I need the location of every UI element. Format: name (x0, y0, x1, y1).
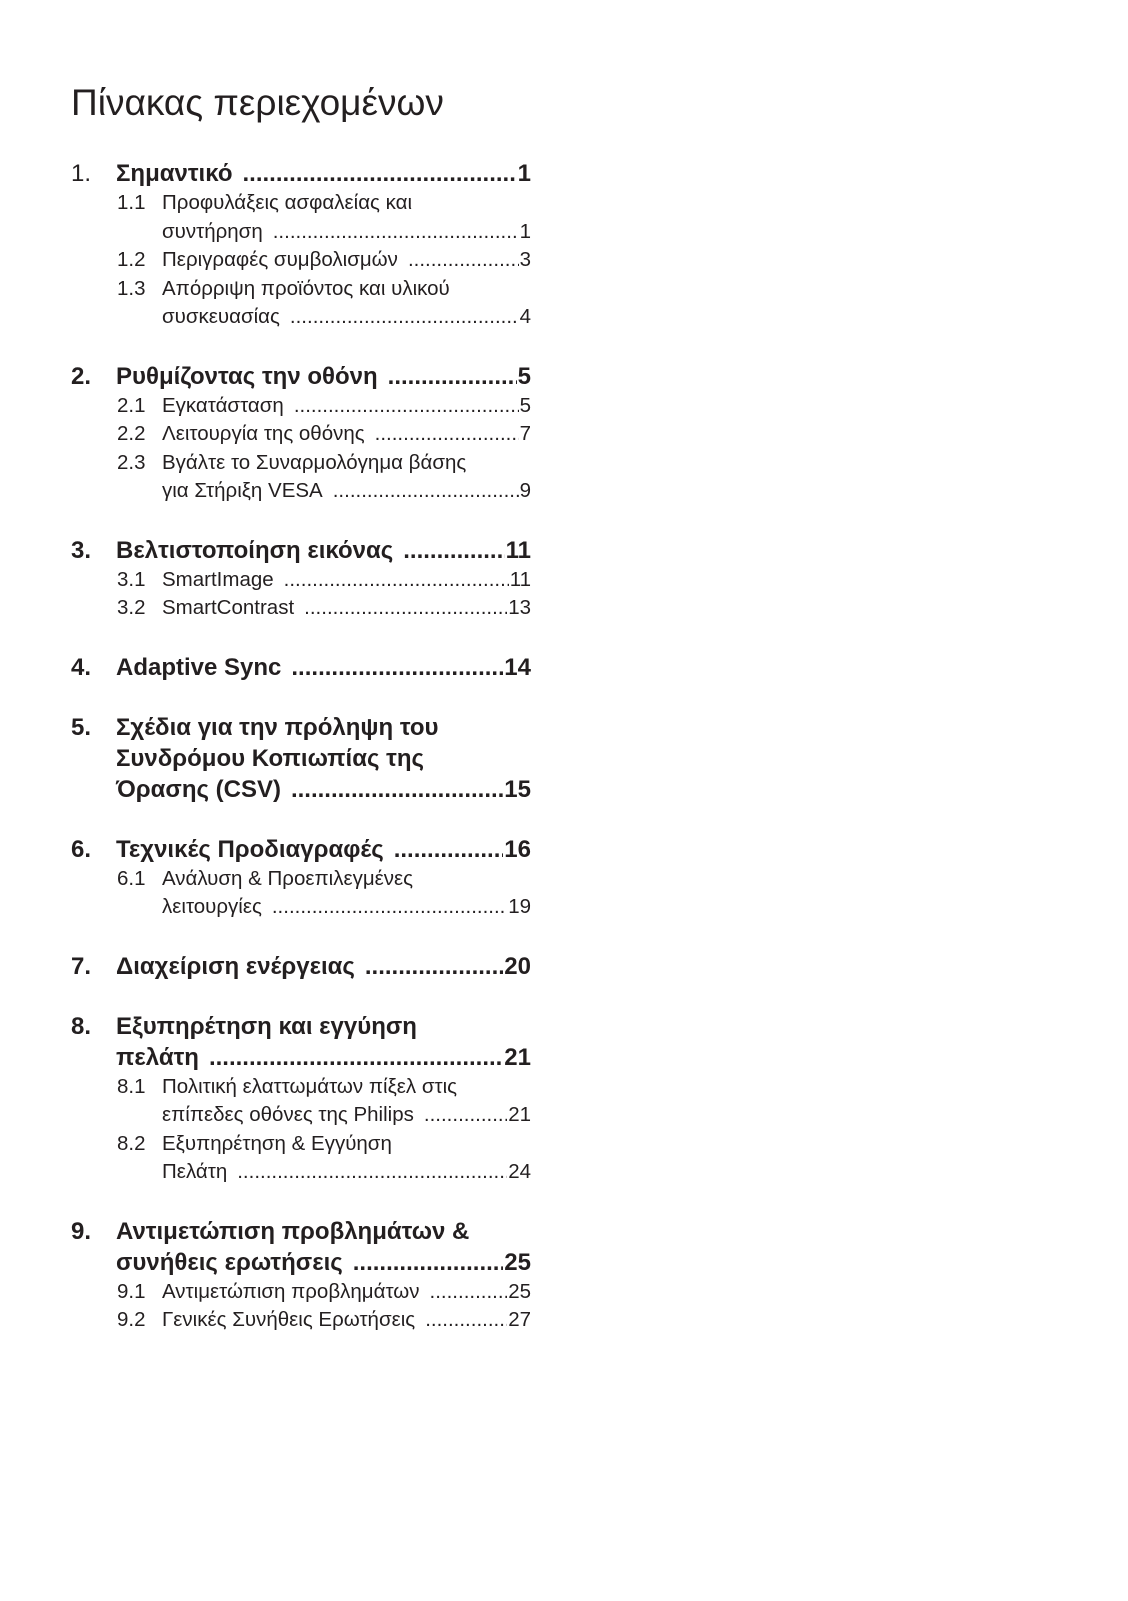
dot-leader (408, 248, 519, 272)
subsection-title: SmartImage (162, 567, 274, 591)
subsection-number: 2.2 (117, 422, 146, 445)
toc-subentry-line[interactable] (71, 1103, 531, 1132)
section-number: 7. (71, 952, 92, 980)
section-number: 4. (71, 653, 92, 681)
dot-leader (242, 160, 516, 188)
toc-heading-line[interactable] (71, 654, 531, 685)
page-number: 11 (509, 567, 531, 591)
section-title: Αντιμετώπιση προβλημάτων & (116, 1217, 470, 1245)
toc-heading-line[interactable] (71, 363, 531, 394)
dot-leader (388, 363, 517, 391)
subsection-number: 9.1 (117, 1279, 146, 1303)
toc-section (71, 363, 531, 508)
toc-subentry-line[interactable] (71, 1075, 531, 1104)
page-number: 21 (508, 1103, 531, 1126)
section-number: 9. (71, 1217, 92, 1245)
subsection-number: 8.2 (117, 1131, 146, 1155)
toc-section (71, 953, 531, 984)
toc-subentry-line[interactable] (71, 1280, 531, 1309)
section-title: Διαχείριση ενέργειας (116, 952, 355, 980)
toc-subentry-line[interactable] (71, 895, 531, 924)
toc-heading-line[interactable] (71, 1218, 531, 1249)
section-title: πελάτη (116, 1043, 199, 1071)
section-title: Όρασης (CSV) (116, 775, 281, 803)
dot-leader (365, 953, 503, 981)
subsection-title: Γενικές Συνήθεις Ερωτήσεις (162, 1308, 416, 1331)
toc-heading-line[interactable] (71, 160, 531, 191)
page-number: 21 (504, 1043, 531, 1071)
page-number: 19 (508, 895, 531, 918)
page-number: 24 (508, 1160, 531, 1183)
toc-subentry-line[interactable] (71, 220, 531, 249)
subsection-title: Αντιμετώπιση προβλημάτων (162, 1279, 420, 1303)
subsection-title: επίπεδες οθόνες της Philips (162, 1103, 414, 1126)
subsection-title: Εξυπηρέτηση & Εγγύηση (162, 1131, 392, 1155)
dot-leader (375, 422, 519, 446)
subsection-title: λειτουργίες (162, 895, 262, 918)
section-title: Εξυπηρέτηση και εγγύηση (116, 1012, 417, 1040)
subsection-number: 3.1 (117, 567, 146, 591)
page-number: 14 (504, 653, 531, 681)
toc-subentry-line[interactable] (71, 867, 531, 896)
subsection-title: Απόρριψη προϊόντος και υλικού (162, 276, 450, 300)
dot-leader (284, 568, 509, 592)
toc-subentry-line[interactable] (71, 394, 531, 423)
toc-heading-line[interactable] (71, 776, 531, 807)
subsection-title: Βγάλτε το Συναρμολόγημα βάσης (162, 450, 467, 474)
dot-leader (237, 1160, 507, 1184)
page-number: 15 (504, 775, 531, 803)
toc-heading-line[interactable] (71, 745, 531, 776)
toc-subentry-line[interactable] (71, 568, 531, 597)
section-title: Βελτιστοποίηση εικόνας (116, 536, 394, 564)
dot-leader (403, 537, 504, 565)
toc-subentry-line[interactable] (71, 451, 531, 480)
page-number: 20 (504, 952, 531, 980)
section-title: Σημαντικό (116, 160, 233, 187)
toc-heading-line[interactable] (71, 1249, 531, 1280)
dot-leader (272, 895, 507, 919)
toc-section (71, 714, 531, 807)
section-title: Συνδρόμου Κοπιωπίας της (116, 744, 424, 772)
subsection-title: Ανάλυση & Προεπιλεγμένες (162, 866, 414, 890)
page-number: 25 (504, 1248, 531, 1276)
toc-subentry-line[interactable] (71, 422, 531, 451)
subsection-title: για Στήριξη VESA (162, 479, 323, 502)
section-title: Τεχνικές Προδιαγραφές (116, 835, 384, 863)
page-number: 16 (504, 835, 531, 863)
page-number: 11 (505, 536, 531, 564)
subsection-number: 1.3 (117, 276, 146, 300)
subsection-number: 9.2 (117, 1308, 146, 1331)
toc-heading-line[interactable] (71, 953, 531, 984)
subsection-number: 1.2 (117, 248, 146, 271)
section-title: Adaptive Sync (116, 653, 282, 681)
dot-leader (394, 836, 504, 864)
page-number: 5 (519, 393, 531, 417)
dot-leader (290, 305, 519, 329)
subsection-number: 2.1 (117, 393, 146, 417)
page-number: 1 (517, 160, 531, 187)
toc-section (71, 836, 531, 924)
section-title: Σχέδια για την πρόληψη του (116, 713, 439, 741)
section-number: 2. (71, 362, 92, 390)
toc-section (71, 537, 531, 625)
toc-subentry-line[interactable] (71, 596, 531, 625)
dot-leader (353, 1249, 504, 1277)
table-of-contents (71, 160, 531, 1366)
toc-subentry-line[interactable] (71, 1132, 531, 1161)
dot-leader (333, 479, 519, 503)
toc-section (71, 654, 531, 685)
toc-subentry-line[interactable] (71, 305, 531, 334)
dot-leader (304, 596, 507, 620)
subsection-title: Λειτουργία της οθόνης (162, 422, 365, 445)
page-number: 9 (519, 479, 531, 502)
section-title: συνήθεις ερωτήσεις (116, 1248, 343, 1276)
subsection-title: Πολιτική ελαττωμάτων πίξελ στις (162, 1074, 458, 1098)
subsection-title: συντήρηση (162, 219, 263, 243)
toc-subentry-line[interactable] (71, 248, 531, 277)
page-number: 25 (508, 1279, 531, 1303)
section-number: 1. (71, 160, 92, 187)
toc-heading-line[interactable] (71, 1013, 531, 1044)
page-number: 5 (517, 362, 531, 390)
page-number: 3 (519, 248, 531, 271)
section-number: 8. (71, 1012, 92, 1040)
subsection-title: Εγκατάσταση (162, 393, 284, 417)
subsection-number: 6.1 (117, 866, 146, 890)
toc-heading-line[interactable] (71, 836, 531, 867)
toc-section (71, 1013, 531, 1189)
dot-leader (425, 1308, 507, 1332)
section-title: Ρυθμίζοντας την οθόνη (116, 362, 378, 390)
page-number: 13 (508, 596, 531, 619)
page-title: Πίνακας περιεχομένων (71, 82, 444, 123)
section-number: 5. (71, 713, 92, 741)
dot-leader (291, 776, 503, 804)
subsection-number: 3.2 (117, 596, 146, 619)
subsection-title: SmartContrast (162, 596, 295, 619)
section-number: 6. (71, 835, 92, 863)
page-number: 1 (519, 219, 531, 243)
subsection-title: Περιγραφές συμβολισμών (162, 248, 398, 271)
page-number: 4 (519, 305, 531, 328)
dot-leader (424, 1103, 507, 1127)
toc-heading-line[interactable] (71, 1044, 531, 1075)
subsection-number: 1.1 (117, 191, 146, 214)
toc-subentry-line[interactable] (71, 191, 531, 220)
toc-subentry-line[interactable] (71, 1160, 531, 1189)
subsection-number: 8.1 (117, 1074, 146, 1098)
toc-subentry-line[interactable] (71, 479, 531, 508)
dot-leader (209, 1044, 503, 1072)
page-number: 27 (508, 1308, 531, 1331)
page-number: 7 (519, 422, 531, 445)
subsection-title: συσκευασίας (162, 305, 280, 328)
toc-heading-line[interactable] (71, 714, 531, 745)
dot-leader (273, 220, 519, 244)
toc-section (71, 160, 531, 334)
toc-subentry-line[interactable] (71, 277, 531, 306)
dot-leader (291, 654, 503, 682)
subsection-number: 2.3 (117, 450, 146, 474)
dot-leader (294, 394, 519, 418)
toc-section (71, 1218, 531, 1337)
section-number: 3. (71, 536, 92, 564)
subsection-title: Πελάτη (162, 1160, 228, 1183)
toc-subentry-line[interactable] (71, 1308, 531, 1337)
subsection-title: Προφυλάξεις ασφαλείας και (162, 191, 413, 214)
dot-leader (430, 1280, 508, 1304)
toc-heading-line[interactable] (71, 537, 531, 568)
